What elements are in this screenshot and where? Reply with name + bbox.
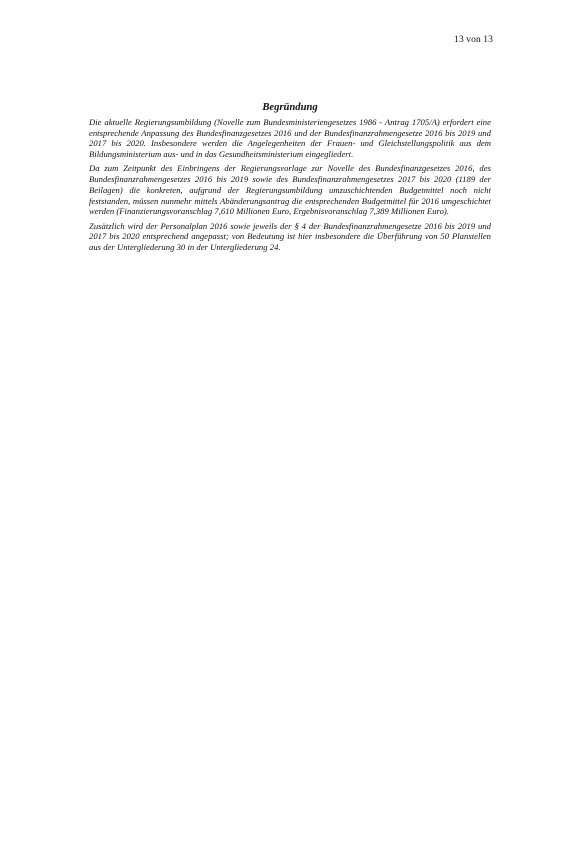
paragraph-regierungsumbildung: Die aktuelle Regierungsumbildung (Novelle zum Bundesministeriengesetzes 1986 - Antrag 1705/A) erfordert eine entsprechende Anpassung des Bundesfinanzgesetzes 2016 und der Bundesfinanzrahmengesetze 2016 bis 2019 und 2017 bis 2020. Insbesondere werden die Angelegenheiten der Frauen- und Gleichstellungspolitik aus dem Bildungsministerium aus- und in das Gesundheitsministerium eingegliedert. bbox=[89, 117, 491, 160]
document-body bbox=[89, 101, 491, 256]
paragraph-personalplan: Zusätzlich wird der Personalplan 2016 sowie jeweils der § 4 der Bundesfinanzrahmengesetze 2016 bis 2019 und 2017 bis 2020 entsprechend angepasst; von Bedeutung ist hier insbesondere die Überführung von 50 Planstellen aus der Untergliederung 30 in der Untergliederung 24. bbox=[89, 220, 491, 252]
paragraph-budgetmittel: Da zum Zeitpunkt des Einbringens der Regierungsvorlage zur Novelle des Bundesfinanzgesetzes 2016, des Bundesfinanzrahmengesetzes 2016 bis 2019 sowie des Bundesfinanzrahmengesetzes 2017 bis 2020 (1189 der Beilagen) die konkreten, aufgrund der Regierungsumbildung umzuschichtenden Budgetmittel noch nicht feststanden, müssen nunmehr mittels Abänderungsantrag die entsprechenden Budgetmittel für 2016 umgeschichtet werden (Finanzierungsvoranschlag 7,610 Millionen Euro, Ergebnisvoranschlag 7,389 Millionen Euro). bbox=[89, 163, 491, 217]
section-heading: Begründung bbox=[262, 102, 318, 113]
page-number: 13 von 13 bbox=[454, 35, 493, 45]
